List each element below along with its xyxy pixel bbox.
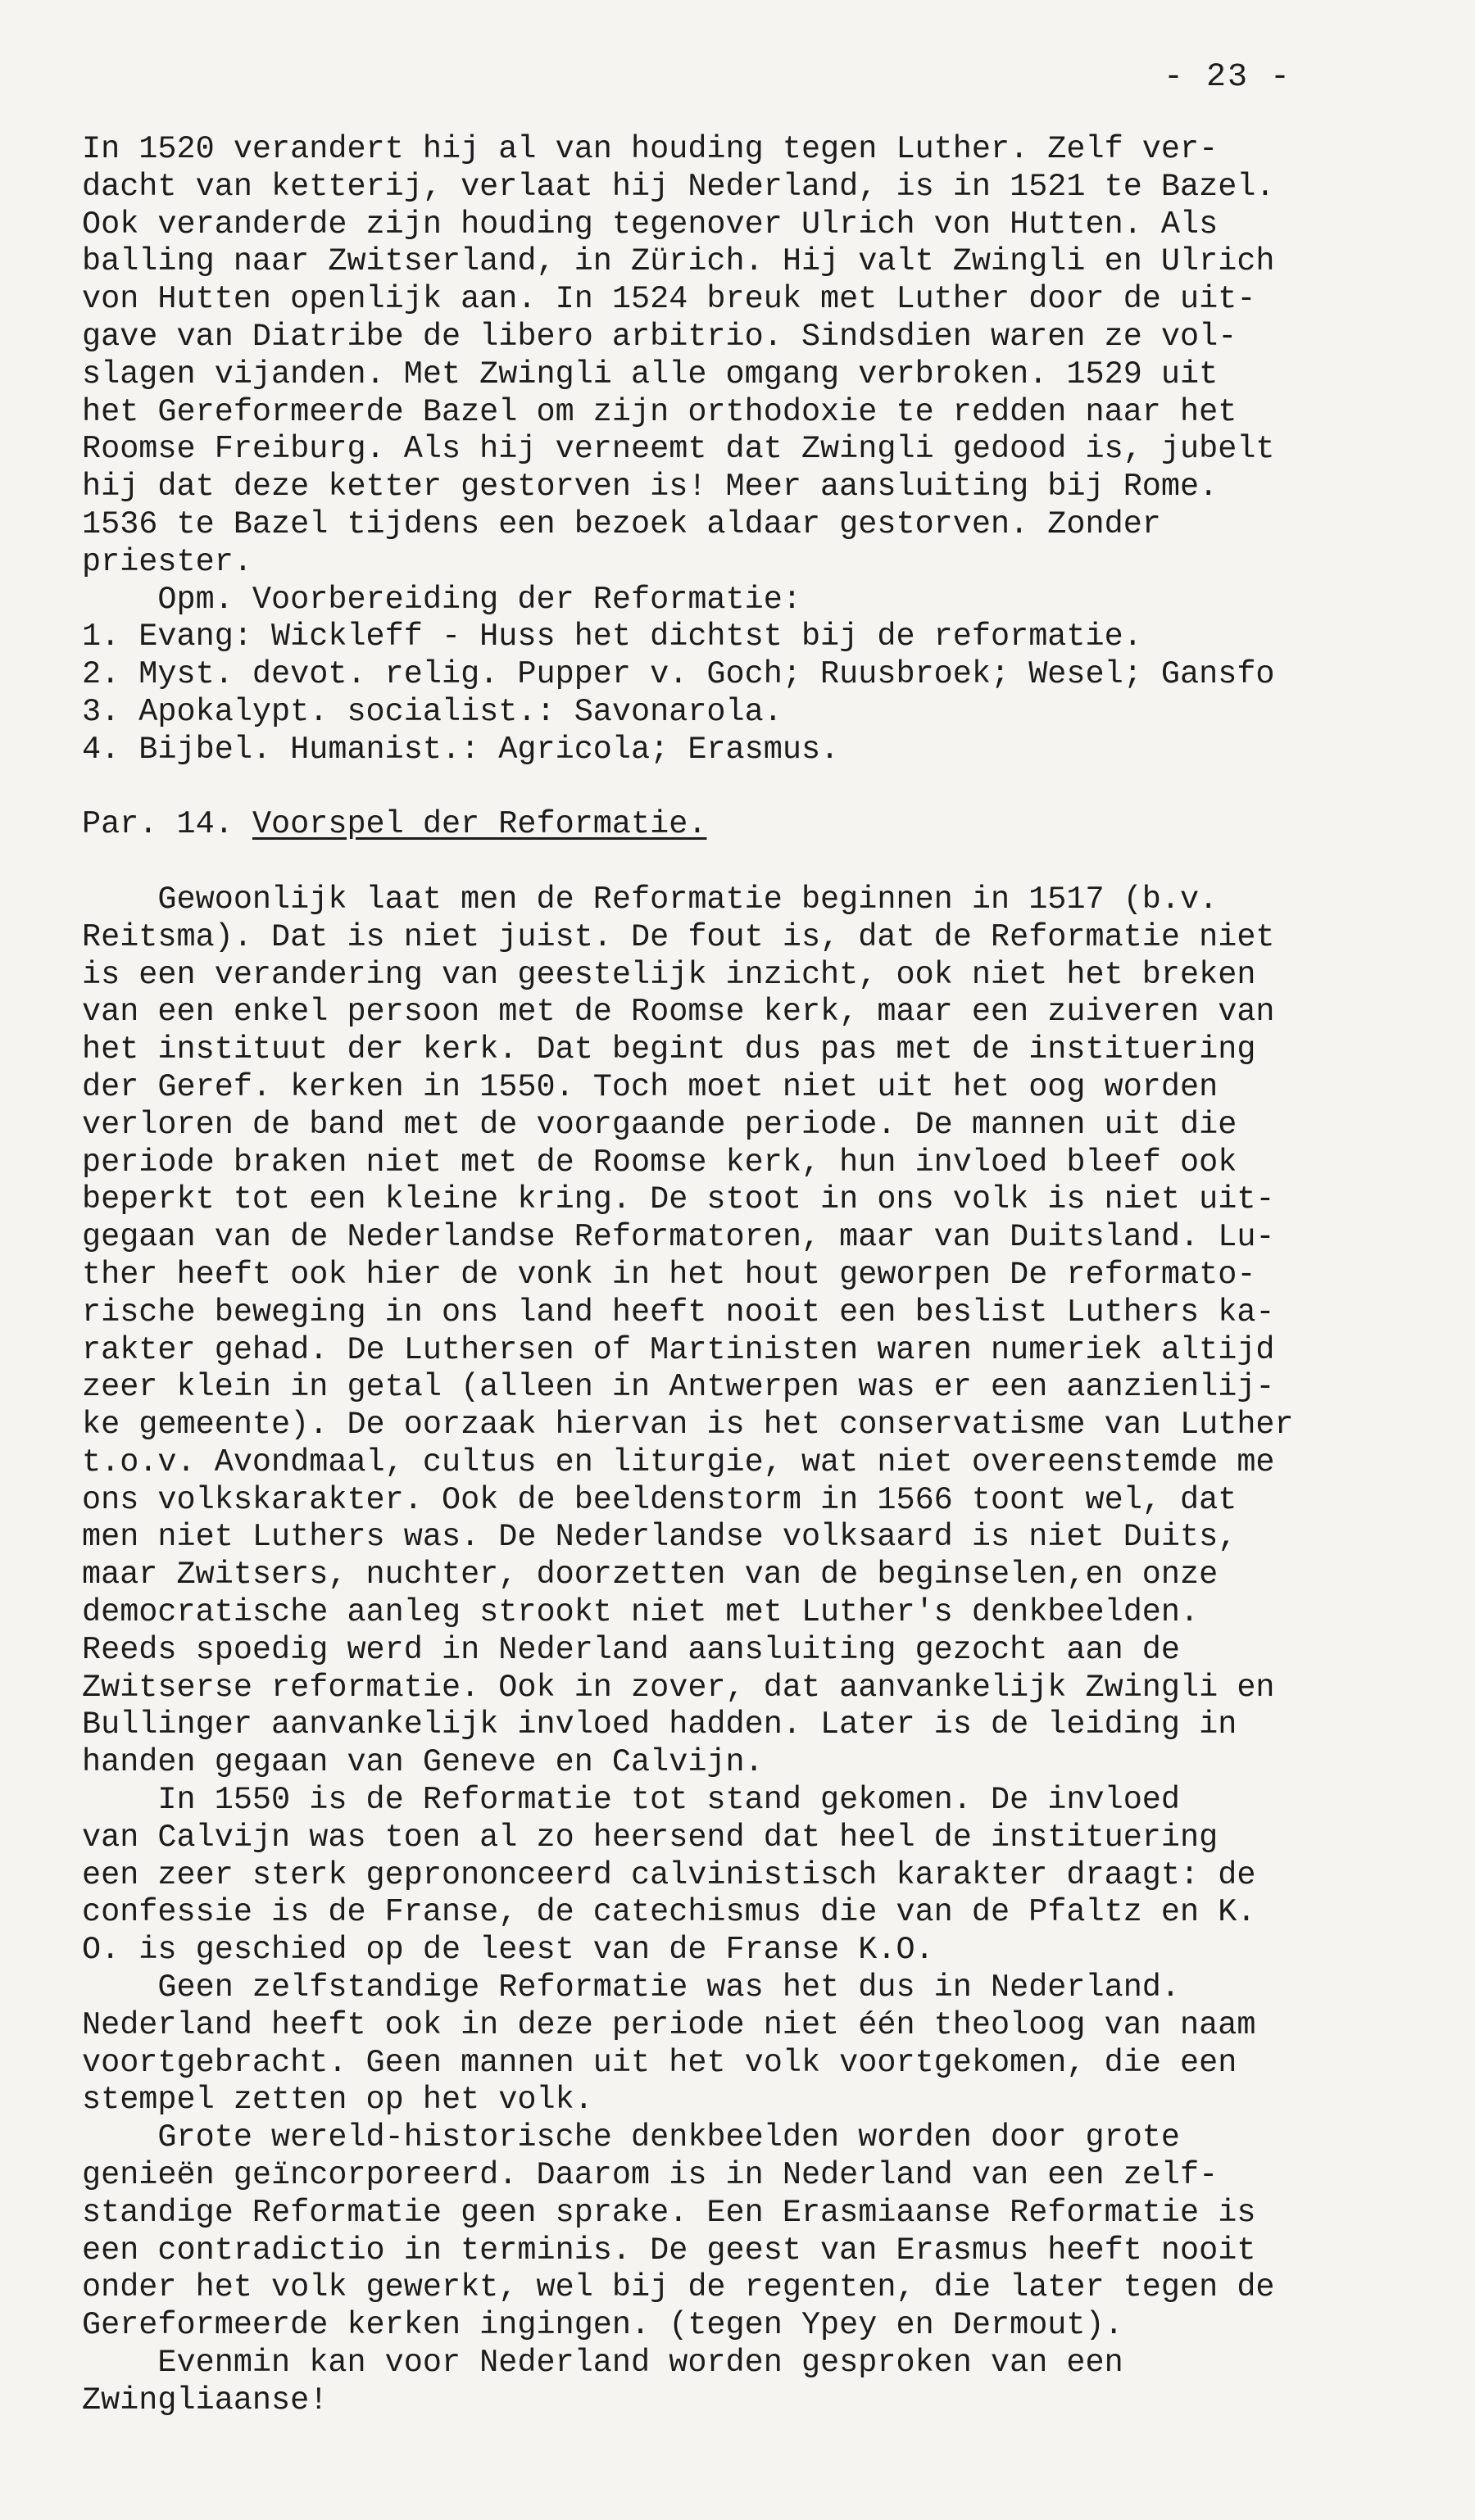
text-line: Zwingliaanse! xyxy=(82,2382,329,2418)
text-line: Ook veranderde zijn houding tegenover Ulrich von Hutten. Als xyxy=(82,206,1219,242)
text-line: het Gereformeerde Bazel om zijn orthodoxie te redden naar het xyxy=(82,393,1237,430)
text-line: maar Zwitsers, nuchter, doorzetten van de beginselen,en onze xyxy=(82,1557,1219,1593)
text-line: standige Reformatie geen sprake. Een Erasmiaanse Reformatie is xyxy=(82,2194,1256,2231)
paragraph-erasmus-biography xyxy=(82,131,1426,769)
text-line: een zeer sterk geprononceerd calvinistisch karakter draagt: de xyxy=(82,1856,1256,1893)
text-line: het instituut der kerk. Dat begint dus pas met de instituering xyxy=(82,1031,1256,1068)
text-line: Geen zelfstandige Reformatie was het dus in Nederland. xyxy=(82,1969,1181,2006)
text-line: stempel zetten op het volk. xyxy=(82,2082,593,2119)
text-line: Gewoonlijk laat men de Reformatie beginnen in 1517 (b.v. xyxy=(82,881,1219,918)
text-line: t.o.v. Avondmaal, cultus en liturgie, wat niet overeenstemde me xyxy=(82,1444,1275,1480)
text-line: Nederland heeft ook in deze periode niet één theoloog van naam xyxy=(82,2006,1256,2043)
text-line: Reeds spoedig werd in Nederland aansluiting gezocht aan de xyxy=(82,1631,1181,1668)
text-line: Gereformeerde kerken ingingen. (tegen Ypey en Dermout). xyxy=(82,2307,1123,2344)
text-line: confessie is de Franse, de catechismus die van de Pfaltz en K. xyxy=(82,1894,1256,1931)
text-line: O. is geschied op de leest van de Franse K.O. xyxy=(82,1932,934,1969)
text-line: Bullinger aanvankelijk invloed hadden. Later is de leiding in xyxy=(82,1706,1237,1743)
text-line: beperkt tot een kleine kring. De stoot in ons volk is niet uit- xyxy=(82,1181,1275,1218)
text-line: democratische aanleg strookt niet met Luther's denkbeelden. xyxy=(82,1594,1200,1631)
text-line: der Geref. kerken in 1550. Toch moet niet uit het oog worden xyxy=(82,1068,1219,1105)
text-line: Grote wereld-historische denkbeelden worden door grote xyxy=(82,2119,1181,2156)
text-line: gegaan van de Nederlandse Reformatoren, maar van Duitsland. Lu- xyxy=(82,1219,1275,1256)
text-line: voortgebracht. Geen mannen uit het volk voortgekomen, die een xyxy=(82,2044,1237,2081)
text-line: 2. Myst. devot. relig. Pupper v. Goch; Ruusbroek; Wesel; Gansfo xyxy=(82,656,1275,693)
text-line: een contradictio in terminis. De geest van Erasmus heeft nooit xyxy=(82,2232,1256,2268)
text-line: hij dat deze ketter gestorven is! Meer aansluiting bij Rome. xyxy=(82,469,1219,505)
text-line: ke gemeente). De oorzaak hiervan is het conservatisme van Luther xyxy=(82,1407,1294,1444)
text-line: verloren de band met de voorgaande periode. De mannen uit die xyxy=(82,1106,1237,1143)
text-line: periode braken niet met de Roomse kerk, hun invloed bleef ook xyxy=(82,1144,1237,1181)
text-line: 1. Evang: Wickleff - Huss het dichtst bij de reformatie. xyxy=(82,619,1142,655)
paragraph-voorspel xyxy=(82,882,1426,2420)
text-line: Opm. Voorbereiding der Reformatie: xyxy=(82,581,801,618)
blank-line xyxy=(82,769,1426,807)
text-line: dacht van ketterij, verlaat hij Nederland, is in 1521 te Bazel. xyxy=(82,168,1275,205)
text-line: Zwitserse reformatie. Ook in zover, dat aanvankelijk Zwingli en xyxy=(82,1669,1275,1706)
text-line: 3. Apokalypt. socialist.: Savonarola. xyxy=(82,693,783,730)
text-line: rakter gehad. De Luthersen of Martinisten waren numeriek altijd xyxy=(82,1331,1275,1368)
text-line: zeer klein in getal (alleen in Antwerpen was er een aanzienlij- xyxy=(82,1369,1275,1406)
page-number: - 23 - xyxy=(1164,59,1292,96)
text-line: Roomse Freiburg. Als hij verneemt dat Zwingli gedood is, jubelt xyxy=(82,431,1275,468)
text-line: gave van Diatribe de libero arbitrio. Sindsdien waren ze vol- xyxy=(82,318,1237,355)
text-line: In 1550 is de Reformatie tot stand gekomen. De invloed xyxy=(82,1782,1181,1819)
text-line: rische beweging in ons land heeft nooit een beslist Luthers ka- xyxy=(82,1294,1275,1330)
section-number: Par. 14. xyxy=(82,806,252,843)
section-heading xyxy=(82,806,1426,844)
text-line: men niet Luthers was. De Nederlandse volksaard is niet Duits, xyxy=(82,1519,1237,1556)
text-line: genieën geïncorporeerd. Daarom is in Nederland van een zelf- xyxy=(82,2157,1219,2194)
text-line: slagen vijanden. Met Zwingli alle omgang verbroken. 1529 uit xyxy=(82,356,1219,392)
text-line: is een verandering van geestelijk inzicht, ook niet het breken xyxy=(82,956,1256,993)
text-line: Reitsma). Dat is niet juist. De fout is, dat de Reformatie niet xyxy=(82,918,1275,955)
text-line: von Hutten openlijk aan. In 1524 breuk met Luther door de uit- xyxy=(82,281,1256,318)
text-line: In 1520 verandert hij al van houding tegen Luther. Zelf ver- xyxy=(82,131,1219,167)
body-text xyxy=(82,131,1426,2420)
text-line: balling naar Zwitserland, in Zürich. Hij valt Zwingli en Ulrich xyxy=(82,243,1275,280)
text-line: handen gegaan van Geneve en Calvijn. xyxy=(82,1744,764,1781)
section-title: Voorspel der Reformatie. xyxy=(252,806,707,843)
text-line: 1536 te Bazel tijdens een bezoek aldaar gestorven. Zonder xyxy=(82,505,1161,542)
text-line: van Calvijn was toen al zo heersend dat heel de instituering xyxy=(82,1819,1219,1856)
text-line: 4. Bijbel. Humanist.: Agricola; Erasmus. xyxy=(82,731,840,768)
text-line: ons volkskarakter. Ook de beeldenstorm in 1566 toont wel, dat xyxy=(82,1481,1237,1518)
text-line: van een enkel persoon met de Roomse kerk, maar een zuiveren van xyxy=(82,994,1275,1031)
text-line: onder het volk gewerkt, wel bij de regenten, die later tegen de xyxy=(82,2269,1275,2306)
text-line: priester. xyxy=(82,543,252,580)
text-line: ther heeft ook hier de vonk in het hout geworpen De reformato- xyxy=(82,1256,1256,1293)
blank-line xyxy=(82,844,1426,882)
text-line: Evenmin kan voor Nederland worden gesproken van een xyxy=(82,2345,1123,2382)
